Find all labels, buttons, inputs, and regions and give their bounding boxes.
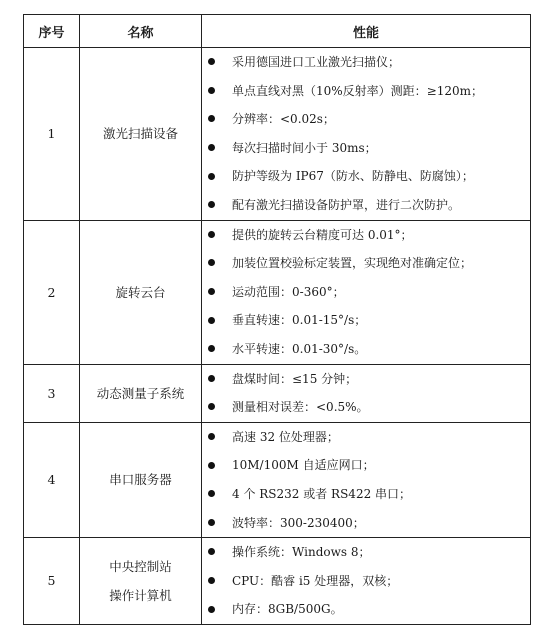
bullet-icon bbox=[208, 58, 215, 65]
list-item-text: 内存：8GB/500G。 bbox=[232, 602, 343, 617]
performance-list bbox=[202, 365, 530, 422]
list-item-text: 单点直线对黑（10%反射率）测距：≥120m； bbox=[232, 83, 484, 98]
row-name bbox=[80, 220, 202, 364]
row-name-line: 激光扫描设备 bbox=[102, 126, 178, 142]
list-item-text: 提供的旋转云台精度可达 0.01°； bbox=[232, 227, 413, 242]
performance-list bbox=[202, 538, 530, 624]
list-item bbox=[202, 162, 530, 191]
row-name-line: 操作计算机 bbox=[109, 587, 172, 603]
row-number: 4 bbox=[24, 422, 80, 537]
table-row bbox=[24, 364, 531, 422]
performance-list bbox=[202, 48, 530, 220]
bullet-icon bbox=[208, 403, 215, 410]
table-row bbox=[24, 48, 531, 221]
bullet-icon bbox=[208, 231, 215, 238]
list-item bbox=[202, 191, 530, 220]
row-name bbox=[80, 364, 202, 422]
list-item-text: 操作系统：Windows 8； bbox=[232, 545, 371, 560]
bullet-icon bbox=[208, 201, 215, 208]
bullet-icon bbox=[208, 317, 215, 324]
table-row bbox=[24, 422, 531, 537]
list-item-text: 10M/100M 自适应网口； bbox=[232, 458, 375, 473]
bullet-icon bbox=[208, 462, 215, 469]
list-item-text: 4 个 RS232 或者 RS422 串口； bbox=[232, 486, 412, 501]
row-number: 2 bbox=[24, 220, 80, 364]
row-number: 1 bbox=[24, 48, 80, 221]
row-performance bbox=[202, 48, 531, 221]
row-name-line: 动态测量子系统 bbox=[96, 385, 185, 401]
list-item-text: 水平转速：0.01-30°/s。 bbox=[232, 341, 367, 356]
list-item bbox=[202, 365, 530, 394]
list-item bbox=[202, 538, 530, 567]
list-item-text: 垂直转速：0.01-15°/s； bbox=[232, 313, 367, 328]
row-name-line: 旋转云台 bbox=[115, 284, 166, 300]
list-item-text: 高速 32 位处理器； bbox=[232, 429, 339, 444]
row-performance bbox=[202, 364, 531, 422]
bullet-icon bbox=[208, 606, 215, 613]
list-item-text: 采用德国进口工业激光扫描仪； bbox=[232, 55, 401, 69]
header-perf: 性能 bbox=[202, 15, 531, 48]
list-item bbox=[202, 335, 530, 364]
performance-list bbox=[202, 221, 530, 364]
header-name: 名称 bbox=[80, 15, 202, 48]
row-performance bbox=[202, 220, 531, 364]
list-item bbox=[202, 77, 530, 106]
bullet-icon bbox=[208, 519, 215, 526]
header-num: 序号 bbox=[24, 15, 80, 48]
list-item-text: 每次扫描时间小于 30ms； bbox=[232, 140, 377, 155]
bullet-icon bbox=[208, 288, 215, 295]
bullet-icon bbox=[208, 173, 215, 180]
table-row bbox=[24, 220, 531, 364]
list-item-text: 配有激光扫描设备防护罩，进行二次防护。 bbox=[232, 197, 461, 212]
list-item bbox=[202, 249, 530, 278]
table-row bbox=[24, 538, 531, 625]
list-item-text: 波特率：300-230400； bbox=[232, 515, 365, 530]
list-item-text: 测量相对误差：<0.5%。 bbox=[232, 400, 369, 415]
list-item-text: 运动范围：0-360°； bbox=[232, 284, 345, 299]
bullet-icon bbox=[208, 548, 215, 555]
bullet-icon bbox=[208, 577, 215, 584]
list-item bbox=[202, 278, 530, 307]
list-item-text: 盘煤时间：≤15 分钟； bbox=[232, 371, 358, 386]
list-item-text: 防护等级为 IP67（防水、防静电、防腐蚀）； bbox=[232, 169, 474, 184]
list-item bbox=[202, 451, 530, 480]
bullet-icon bbox=[208, 115, 215, 122]
bullet-icon bbox=[208, 433, 215, 440]
row-name bbox=[80, 422, 202, 537]
row-number: 5 bbox=[24, 538, 80, 625]
list-item bbox=[202, 480, 530, 509]
list-item bbox=[202, 509, 530, 538]
list-item bbox=[202, 221, 530, 250]
performance-list bbox=[202, 423, 530, 537]
row-name-line: 串口服务器 bbox=[109, 472, 172, 488]
bullet-icon bbox=[208, 375, 215, 382]
list-item bbox=[202, 595, 530, 624]
list-item bbox=[202, 393, 530, 422]
spec-table bbox=[23, 14, 531, 625]
list-item bbox=[202, 423, 530, 452]
list-item bbox=[202, 105, 530, 134]
bullet-icon bbox=[208, 259, 215, 266]
row-name-line: 中央控制站 bbox=[109, 558, 172, 574]
list-item-text: CPU：酷睿 i5 处理器，双核； bbox=[232, 573, 399, 588]
bullet-icon bbox=[208, 490, 215, 497]
bullet-icon bbox=[208, 87, 215, 94]
bullet-icon bbox=[208, 144, 215, 151]
list-item bbox=[202, 134, 530, 163]
row-number: 3 bbox=[24, 364, 80, 422]
row-performance bbox=[202, 422, 531, 537]
row-name bbox=[80, 538, 202, 625]
list-item bbox=[202, 48, 530, 77]
list-item-text: 分辨率：<0.02s； bbox=[232, 112, 335, 127]
header-row bbox=[24, 15, 531, 48]
list-item bbox=[202, 567, 530, 596]
table-body bbox=[24, 48, 531, 625]
row-performance bbox=[202, 538, 531, 625]
bullet-icon bbox=[208, 345, 215, 352]
list-item-text: 加装位置校验标定装置，实现绝对准确定位； bbox=[232, 256, 473, 271]
row-name bbox=[80, 48, 202, 221]
list-item bbox=[202, 306, 530, 335]
